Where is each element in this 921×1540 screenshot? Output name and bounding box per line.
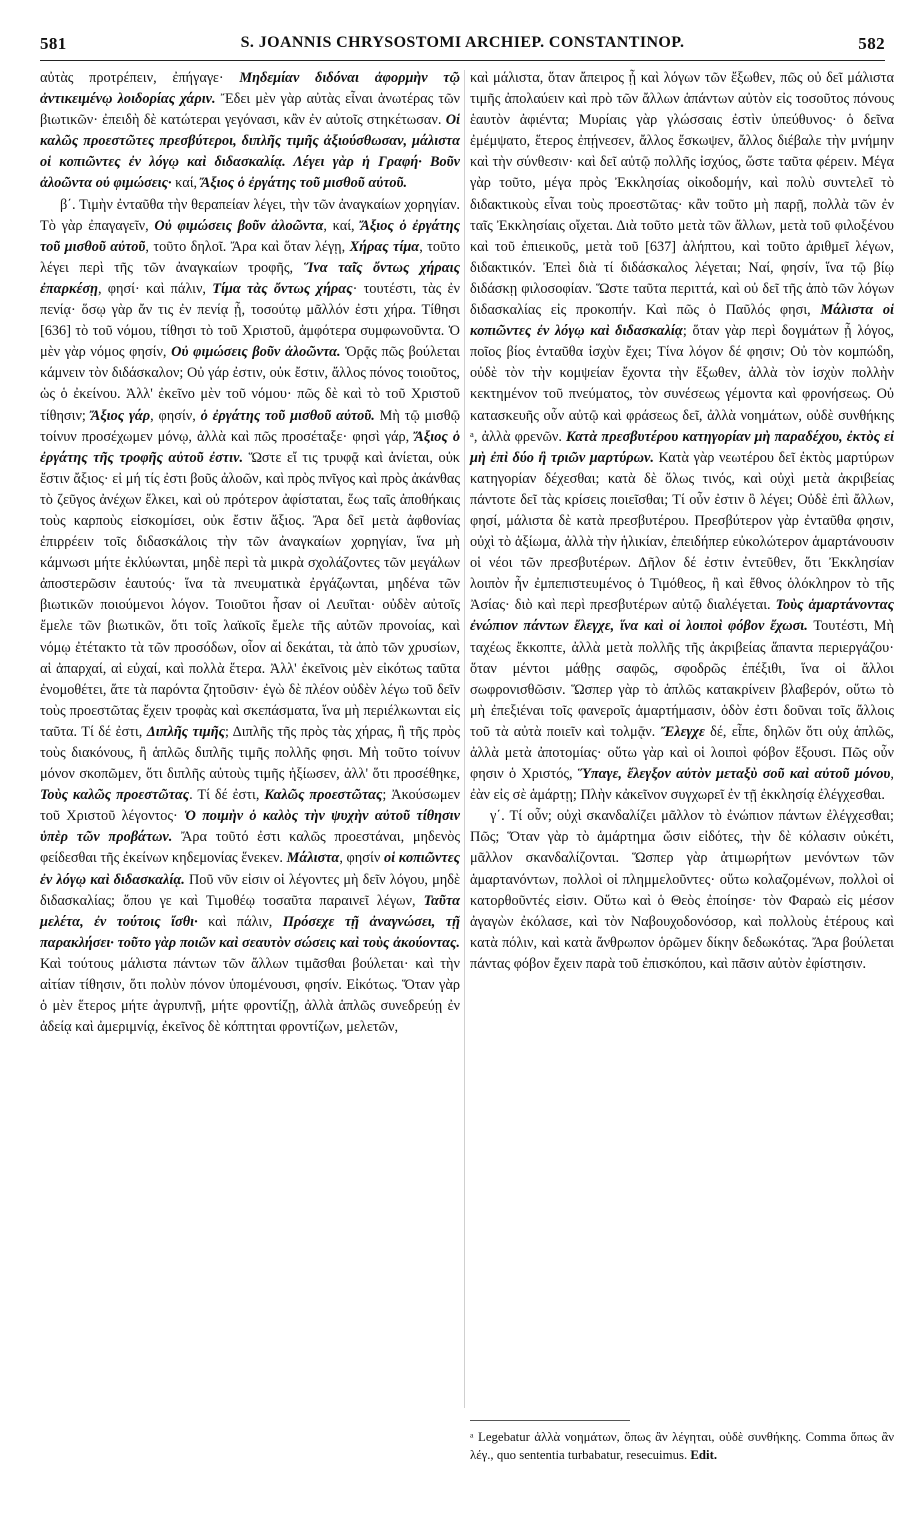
text-run: Ὁρᾷς πῶς βούλεται κάμνειν τὸν διδάσκαλον; Οὐ γάρ ἐστιν, οὐκ ἔστιν, ἄλλος πόνος τοιοῦτος, ὡς ὁ ἐκείνου. Ἀλλ' ἐκεῖνο μὲν τοῦ νόμου· πῶς δὲ καὶ τὸ τοῦ Χριστοῦ τίθησιν;	[40, 344, 461, 424]
text-run: , τοῦτο δηλοῖ. Ἄρα καὶ ὅταν λέγῃ,	[145, 238, 350, 255]
text-run: Ἔδει μὲν γὰρ αὐτὰς εἶναι ἀνωτέρας τῶν βιωτικῶν· ἐπειδὴ δὲ κατώτεραι γεγόνασι, κἂν ἐν αὐτοῖς στηκέτωσαν.	[40, 91, 461, 129]
paragraph: γ΄. Τί οὖν; οὐχὶ σκανδαλίζει μᾶλλον τὸ ἐνώπιον πάντων ἐλέγχεσθαι; Πῶς; Ὅταν γὰρ τὸ ἁμάρτημα ὤσιν εἰδότες, τὴν δὲ κόλασιν οὐκέτι, μᾶλλον σκανδαλίζονται. Ὥσπερ γὰρ ἀτιμωρήτων μενόντων τῶν ἁμαρτανόντων, πολλοὶ οἱ πλημμελοῦντες· οὕτω κολαζομένων, πολλοὶ οἱ κατορθοῦντές εἰσιν. Οὕτω καὶ ὁ Θεὸς ἐποίησε· τὸν Φαραὼ εἰς μέσον ἀγαγὼν ἐκόλασε, καὶ τὸν Ναβουχοδονόσορ, καὶ πολλοὺς ἑτέρους καὶ κατὰ πόλιν, καὶ κατὰ ἄνθρωπον ὁρῶμεν δίκην δεδωκότας. Ἄρα βούλεται πάντας φόβον ἔχειν παρὰ τοῦ ἐπισκόπου, καὶ πᾶσιν αὐτὸν ἐφίστησιν.	[470, 808, 894, 972]
text-run: ; Ἀκούσωμεν τοῦ Χριστοῦ λέγοντος·	[40, 787, 460, 825]
scripture-quote: Ἄξιος ὁ ἐργάτης τοῦ μισθοῦ αὐτοῦ	[40, 217, 460, 255]
paragraph	[40, 68, 460, 195]
text-run: Ὥστε εἴ τις τρυφᾷ καὶ ἀνίεται, οὐκ ἔστιν ἄξιος· εἰ μή τίς ἐστι βοῦς ἀλοῶν, καὶ πρὸς πνῖγος καὶ πρὸς ἀκάνθας τὸ ζεῦγος ἀνέχων ἕλκει, καὶ οὐ πρότερον ἀφίσταται, ἕως ταῖς ἀποθήκαις τοὺς καρποὺς εἰσκομίσει, οὐκ ἔστιν ἄξιος. Ἄρα δεῖ μετὰ ἀφθονίας ἐπιρρέειν τοῖς διδασκάλοις τὴν τῶν ἀναγκαίων χορηγίαν, ἵνα μὴ κάμνωσι μήτε ἐκλύωνται, μηδὲ περὶ τὰ μικρὰ σχολάζοντες τῶν μεγάλων ἀποστερῶσιν ἑαυτούς· ἵνα τὰ πνευματικὰ ἐργάζωνται, μηδένα τῶν βιωτικῶν ποιούμενοι λόγον. Τοιοῦτοι ἦσαν οἱ Λευῖται· οὐδὲν αὐτοῖς ἔμελε τῶν βιωτικῶν, ὅτι τοῖς λαϊκοῖς ἔμελε τῆς αὐτῶν προνοίας, καὶ νόμῳ ἐτέτακτο τὰ τῶν προσόδων, οἷον αἱ δεκάται, τὰ ἀπὸ τῶν χρυσίων, αἱ ἀπαρχαί, αἱ εὐχαί, καὶ πολλὰ ἕτερα. Ἀλλ' ἐκεῖνοις μὲν εἰκότως ταῦτα ἐνομοθέτει, ἅτε τὰ παρόντα ζητοῦσιν· ἐγὼ δὲ πλέον οὐδὲν λέγω τοῦ δεῖν τοὺς προεστῶτας ἔχειν τροφὰς καὶ σκεπάσματα, ἵνα μὴ περιέλκωνται εἰς ταῦτα. Τί δέ ἐστι,	[40, 449, 460, 740]
text-run: , φησίν,	[150, 407, 201, 424]
scripture-quote: Οὐ φιμώσεις βοῦν ἀλοῶντα.	[171, 344, 341, 361]
scripture-quote: Ὁ ποιμὴν ὁ καλὸς τὴν ψυχὴν αὐτοῦ τίθησιν ὑπὲρ τῶν προβάτων.	[40, 808, 460, 846]
scripture-quote: Τοὺς ἁμαρτάνοντας ἐνώπιον πάντων ἔλεγχε, ἵνα καὶ οἱ λοιποὶ φόβον ἔχωσι.	[470, 597, 894, 635]
text-run: καὶ μάλιστα, ὅταν ἄπειρος ᾖ καὶ λόγων τῶν ἔξωθεν, πῶς οὐ δεῖ μάλιστα τιμῆς ἀπολαύειν καὶ πρὸ τῶν ἄλλων ἁπάντων αὐτὸν εἰς τοσοῦτος πόνους ἑαυτὸν ἀφιέντα; Μυρίαις γὰρ γλώσσαις ἐστὶν ὑπεύθυνος· ὁ δεῖνα ἐμέμψατο, ἕτερος ἐπῄνεσεν, ἄλλος ἔσκωψεν, ἄλλος διέβαλε τὴν μνήμην καὶ τὴν σύνθεσιν· καὶ δεῖ αὐτῷ πολλῆς ἰσχύος, ὥστε ταῦτα φέρειν. Μέγα γὰρ τοῦτο, μέγα πρὸς Ἐκκλησίας οἰκοδομήν, καὶ πολὺ συντελεῖ τὸ διδακτικοὺς εἶναι τοὺς προεστῶτας· κἂν τοῦτο μὴ παρῇ, πολλὰ τῶν ἐν ταῖς Ἐκκλησίαις οἴχεται. Διὰ τοῦτο μετὰ τῶν ἄλλων, μετὰ τοῦ φιλοξένου καὶ τοῦ ἐπιεικοῦς, μετὰ τοῦ [637] ἀλήπτου, καὶ τοῦτο ἀριθμεῖ λέγων, διδακτικόν. Ἐπεὶ διὰ τί διδάσκαλος λέγεται; Ναί, φησίν, ἵνα τῷ βίῳ διδάσκῃ φιλοσοφίαν. Ὥστε ταῦτα περιττά, καὶ οὐ δεῖ τῆς ἀπὸ τῶν λόγων διδασκαλίας εἰς προκοπήν. Καὶ πῶς ὁ Παῦλός φησι,	[470, 70, 894, 319]
scripture-quote: Ταῦτα μελέτα, ἐν τούτοις ἴσθι·	[40, 892, 460, 930]
left-column	[40, 68, 460, 1038]
text-run: · τουτέστι, τὰς ἐν πενίᾳ· ὅσῳ γὰρ ἄν τις ἐν πενίᾳ ᾖ, τοσούτῳ μᾶλλόν ἐστι χήρα. Τίθησι [636] τὸ τοῦ νόμου, τίθησι τὸ τοῦ Χριστοῦ, ἀμφότερα συμφωνοῦντα. Ὁ μὲν γὰρ νόμος φησίν,	[40, 280, 460, 361]
scripture-quote: Ἄξιος γάρ	[90, 407, 151, 424]
page-number-right: 582	[858, 34, 885, 53]
footnote-editor-mark: Edit.	[690, 1448, 718, 1462]
scripture-quote: Ἄξιος ὁ ἐργάτης τῆς τροφῆς αὐτοῦ ἐστιν.	[40, 428, 460, 466]
text-run: Μὴ τῷ μισθῷ τοίνυν προσέχωμεν μόνῳ, ἀλλὰ καὶ πῶς προσέταξε· φησὶ γάρ,	[40, 407, 461, 445]
column-divider	[464, 70, 465, 1408]
text-run: δέ, εἶπε, δηλῶν ὅτι οὐχ ἁπλῶς, ἀλλὰ μετὰ ἀποτομίας· οὕτω γὰρ καὶ οἱ λοιποὶ φόβον ἕξουσι. Πῶς οὖν φησιν ὁ Χριστός,	[470, 723, 895, 783]
text-run: , τοῦτο λέγει περὶ τῆς τῶν ἀναγκαίων τροφῆς,	[40, 238, 460, 276]
text-run: Καὶ τούτους μάλιστα πάντων τῶν ἄλλων τιμᾶσθαι βούλεται· καὶ τὴν αἰτίαν τίθησιν, ὅτι πολὺν πόνον ὑπομένουσι, φησίν. Εἰκότως. Ὅταν γὰρ ὁ μὲν ἕτερος μήτε ἀγρυπνῇ, μήτε φροντίζῃ, ἀλλὰ ἁπλῶς συνεδρεύῃ ἐν ἀδείᾳ καὶ ἀμεριμνίᾳ, ἐκεῖνος δὲ κόπτηται φροντίζων, μελετῶν,	[40, 955, 460, 1036]
scripture-quote: Ὕπαγε, ἔλεγξον αὐτὸν μεταξὺ σοῦ καὶ αὐτοῦ μόνου	[577, 766, 891, 783]
scripture-quote: Μηδεμίαν διδόναι ἀφορμὴν τῷ ἀντικειμένῳ λοιδορίας χάριν.	[40, 70, 460, 108]
text-run: καὶ πάλιν,	[197, 913, 283, 930]
scripture-quote: Μάλιστα	[286, 850, 340, 867]
text-run: , καί,	[323, 217, 361, 234]
footnote-text: ᵃ Legebatur ἀλλὰ νοημάτων, ὅπως ἂν λέγηται, οὐδὲ συνθήκης. Comma ὅπως ἂν λέγ., quo sententia turbabatur, resecuimus.	[470, 1430, 894, 1462]
scripture-quote: Τίμα τὰς ὄντως χήρας	[212, 280, 353, 297]
text-run: Ποῦ νῦν εἰσιν οἱ λέγοντες μὴ δεῖν λόγου, μηδὲ διδασκαλίας; ὅπου γε καὶ Τιμοθέῳ τοσαῦτα παραινεῖ λέγων,	[40, 871, 460, 909]
scripture-quote: Οὐ φιμώσεις βοῦν ἀλοῶντα	[154, 217, 324, 234]
text-run: , ἐὰν εἰς σὲ ἁμάρτῃ; Πλὴν κἀκεῖνον συγχωρεῖ ἐν τῇ ἐκκλησίᾳ ἐλέγχεσθαι.	[470, 766, 894, 804]
text-run: Ἄρα τοῦτό ἐστι καλῶς προεστάναι, μηδενὸς φείδεσθαι τῆς ἐκείνων κηδεμονίας ἕνεκεν.	[40, 829, 460, 867]
text-run: Κατὰ γὰρ νεωτέρου δεῖ ἐκτὸς μαρτύρων κατηγορίαν δέχεσθαι; κατὰ δὲ ὅλως τινός, καὶ οὐχὶ μετὰ ἀκριβείας πάντοτε δεῖ τὰς κρίσεις ποιεῖσθαι; Τί οὖν ἐστιν ὃ λέγει; Οὐδὲ ἐπὶ ἄλλων, φησί, μάλιστα δὲ κατὰ πρεσβυτέρου. Πρεσβύτερον γὰρ ἐνταῦθα φησιν, οὐχὶ τὸ ἀξίωμα, ἀλλὰ τὴν ἡλικίαν, ἐπειδήπερ εὐκολώτερον ἁμαρτάνουσιν οἱ νέοι τῶν πρεσβυτέρων. Δῆλον δέ ἐστιν ἐντεῦθεν, ὅτι Ἐκκλησίαν λοιπὸν ἦν ἐμπεπιστευμένος ὁ Τιμόθεος, ἢ καὶ ἔθνος ὁλόκληρον τὸ τῆς Ἀσίας· διὸ καὶ περὶ πρεσβυτέρων αὐτῷ διαλέγεται.	[470, 449, 894, 614]
text-run: Τουτέστι, Μὴ ταχέως ἔκκοπτε, ἀλλὰ μετὰ πολλῆς τῆς ἀκριβείας ἅπαντα περιεργάζου· ὅταν μέντοι μάθῃς σαφῶς, σφοδρῶς ἐπέξιθι, ἵνα οἱ ἄλλοι σωφρονισθῶσιν. Ὥσπερ γὰρ τὸ ἁπλῶς κατακρίνειν βλαβερόν, οὕτω τὸ μὴ ἐπεξιέναι τοῖς φανεροῖς ἁμαρτήμασιν, ὁδὸν ἐστι δοῦναι τοῖς ἄλλοις τοῦ τὰ αὐτὰ ποιεῖν καὶ τολμᾷν.	[470, 618, 894, 740]
right-column	[470, 68, 894, 975]
running-title: S. JOANNIS CHRYSOSTOMI ARCHIEP. CONSTANTINOP.	[240, 34, 685, 51]
scripture-quote: Ἄξιος ὁ ἐργάτης τοῦ μισθοῦ αὐτοῦ.	[200, 175, 408, 192]
text-run: . Τί δέ ἐστι,	[189, 787, 265, 804]
text-run: αὐτὰς προτρέπειν, ἐπήγαγε·	[40, 70, 240, 86]
running-header	[40, 34, 885, 61]
scripture-quote: Ἔλεγχε	[660, 723, 705, 740]
scripture-quote: Κατὰ πρεσβυτέρου κατηγορίαν μὴ παραδέχου, ἐκτὸς εἰ μὴ ἐπὶ δύο ἢ τριῶν μαρτύρων.	[470, 428, 894, 466]
footnote	[470, 1428, 894, 1464]
scripture-quote: Πρόσεχε τῇ ἀναγνώσει, τῇ παρακλήσει· τοῦτο γὰρ ποιῶν καὶ σεαυτὸν σώσεις καὶ τοὺς ἀκούοντας.	[40, 913, 460, 951]
scripture-quote: οἱ κοπιῶντες ἐν λόγῳ καὶ διδασκαλίᾳ.	[40, 850, 460, 888]
text-run: ; Διπλῆς τῆς πρὸς τὰς χήρας, ἢ τῆς πρὸς τοὺς διακόνους, ἢ ἁπλῶς διπλῆς τιμῆς πολλῆς φησι. Μὴ τοῦτο τοίνυν μόνον σκοπῶμεν, ὅτι διπλῆς αὐτοὺς τιμῆς ἠξίωσεν, ἀλλ' ὅτι προσέθηκε,	[40, 723, 460, 783]
scripture-quote: ὁ ἐργάτης τοῦ μισθοῦ αὐτοῦ.	[200, 407, 375, 424]
text-run: καί,	[171, 175, 201, 192]
text-run: , φησίν	[339, 850, 384, 867]
scripture-quote: Καλῶς προεστῶτας	[264, 787, 383, 804]
text-run: , φησί· καὶ πάλιν,	[97, 280, 213, 297]
text-run: β΄. Τιμὴν ἐνταῦθα τὴν θεραπείαν λέγει, τὴν τῶν ἀναγκαίων χορηγίαν. Τὸ γὰρ ἐπαγαγεῖν,	[40, 196, 460, 234]
scripture-quote: Ἵνα ταῖς ὄντως χήραις ἐπαρκέσῃ	[40, 259, 460, 297]
scripture-quote: Διπλῆς τιμῆς	[146, 723, 225, 740]
paragraph	[470, 68, 894, 806]
text-run: ; ὅταν γὰρ περὶ δογμάτων ᾖ λόγος, ποῖος βίος ἐνταῦθα ἰσχὺν ἔχει; Τίνα λόγον δέ φησιν; Οὐ τὸν κομπώδη, οὐδὲ τὸν τὴν κομψείαν ἔχοντα τὴν ἔξωθεν, ἀλλὰ τὸν ἰσχὺν πολλὴν κεκτημένον τοῦ πνεύματος, τὸν συνέσεως γέμοντα καὶ φρονήσεως. Οὐ κατασκευῆς οὖν αὐτῷ καὶ φράσεως δεῖ, ἀλλὰ νοημάτων, οὐδὲ συνθήκης ᵃ, ἀλλὰ φρενῶν.	[470, 323, 895, 445]
page-number-left: 581	[40, 34, 67, 53]
scripture-quote: Τοὺς καλῶς προεστῶτας	[40, 787, 190, 804]
footnote-rule	[470, 1420, 630, 1421]
scripture-quote: Μάλιστα οἱ κοπιῶντες ἐν λόγῳ καὶ διδασκαλίᾳ	[470, 302, 894, 340]
scripture-quote: Οἱ καλῶς προεστῶτες πρεσβύτεροι, διπλῆς τιμῆς ἀξιούσθωσαν, μάλιστα οἱ κοπιῶντες ἐν λόγῳ καὶ διδασκαλίᾳ. Λέγει γὰρ ἡ Γραφή· Βοῦν ἀλοῶντα οὐ φιμώσεις·	[40, 112, 460, 192]
scripture-quote: Χήρας τίμα	[349, 238, 420, 255]
paragraph	[40, 195, 460, 1039]
